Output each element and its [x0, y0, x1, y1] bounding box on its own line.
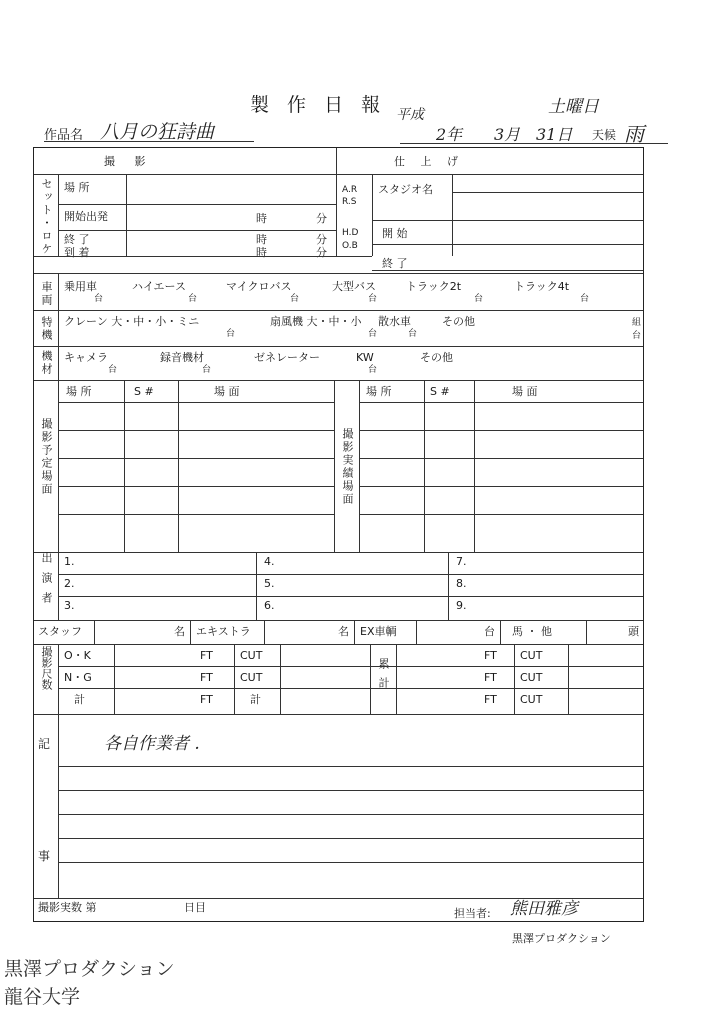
vehicle-3: マイクロバス	[226, 280, 292, 293]
shooting-header: 撮 影	[104, 155, 154, 168]
cast-2: 2.	[64, 577, 75, 590]
min-unit-1: 分	[316, 212, 327, 225]
equipment-3: ゼネレーター	[254, 351, 320, 364]
actual-col-place: 場 所	[366, 385, 392, 398]
equipment-unit-3: 台	[368, 365, 378, 375]
notes-label-bottom: 事	[38, 849, 51, 863]
vehicle-6: トラック4t	[514, 280, 570, 293]
min-unit-3: 分	[316, 246, 327, 259]
min-unit-2: 分	[316, 233, 327, 246]
horse-label: 馬 ・ 他	[512, 625, 552, 638]
ng-ft: FT	[200, 671, 213, 684]
studio-label: スタジオ名	[378, 183, 433, 196]
ok-ft: FT	[200, 649, 213, 662]
ar-label: A.R	[342, 185, 358, 195]
total2-label: 計	[250, 693, 261, 706]
equipment-4: KW	[356, 351, 374, 364]
days-unit: 日目	[184, 901, 206, 914]
ng-label: N・G	[64, 671, 92, 684]
extra-unit: 名	[338, 625, 349, 638]
ex-vehicle-label: EX車輌	[360, 625, 397, 638]
cast-3: 3.	[64, 599, 75, 612]
person-label: 担当者:	[454, 907, 491, 920]
actual-scenes-label: 撮影実績場面	[341, 428, 354, 506]
equipment-unit-2: 台	[202, 365, 212, 375]
person-name: 熊田雅彦	[510, 899, 578, 919]
set-loke-label: セット・ロケ	[40, 178, 53, 256]
special-1: クレーン 大・中・小・ミニ	[64, 315, 200, 328]
planned-scenes-label: 撮影予定場面	[40, 418, 53, 496]
total-ft: FT	[200, 693, 213, 706]
credit-line-1: 黒澤プロダクション	[4, 958, 175, 980]
cast-label: 出演者	[40, 552, 53, 612]
vehicle-unit-4: 台	[368, 294, 378, 304]
cast-5: 5.	[264, 577, 275, 590]
place-label: 場 所	[64, 181, 90, 194]
accum-ng-ft: FT	[484, 671, 497, 684]
cast-9: 9.	[456, 599, 467, 612]
equipment-1: キャメラ	[64, 351, 108, 364]
special-label: 特機	[40, 316, 53, 342]
special-unit-4: 台	[632, 331, 642, 341]
date-month: 3月	[494, 125, 521, 144]
actual-col-scene: 場 面	[512, 385, 538, 398]
special-set-unit: 組	[632, 318, 642, 328]
cast-8: 8.	[456, 577, 467, 590]
notes-label-top: 記	[38, 737, 51, 751]
vehicle-1: 乗用車	[64, 280, 97, 293]
production-report-form	[33, 147, 644, 922]
end-label: 終 了	[64, 233, 90, 246]
accum-ng-cut: CUT	[520, 671, 543, 684]
staff-unit: 名	[174, 625, 185, 638]
time-unit-3: 時	[256, 246, 267, 259]
vehicle-unit-3: 台	[290, 294, 300, 304]
finishing-header: 仕 上 げ	[394, 155, 464, 168]
weather-label: 天候	[592, 128, 617, 142]
weekday: 土曜日	[548, 97, 599, 117]
cast-7: 7.	[456, 555, 467, 568]
accum-total-cut: CUT	[520, 693, 543, 706]
extra-label: エキストラ	[196, 625, 251, 638]
special-unit-3: 台	[408, 329, 418, 339]
ok-cut: CUT	[240, 649, 263, 662]
hd-label: H.D	[342, 228, 359, 238]
vehicles-label: 車両	[40, 281, 53, 307]
accum-ok-cut: CUT	[520, 649, 543, 662]
vehicle-4: 大型バス	[332, 280, 376, 293]
days-label: 撮影実数 第	[38, 901, 97, 914]
cast-1: 1.	[64, 555, 75, 568]
start-depart-label: 開始出発	[64, 210, 108, 223]
vehicle-2: ハイエース	[132, 280, 187, 293]
work-title-underline	[44, 141, 254, 142]
time-unit-1: 時	[256, 212, 267, 225]
horse-unit: 頭	[628, 625, 639, 638]
planned-col-place: 場 所	[66, 385, 92, 398]
finish-end-label: 終 了	[382, 257, 408, 270]
footage-label: 撮影尺数	[40, 646, 53, 690]
vehicle-5: トラック2t	[406, 280, 462, 293]
vehicle-unit-5: 台	[474, 294, 484, 304]
equipment-2: 録音機材	[160, 351, 204, 364]
accum-ok-ft: FT	[484, 649, 497, 662]
equipment-unit-1: 台	[108, 365, 118, 375]
date-year: 2年	[436, 125, 463, 144]
finish-start-label: 開 始	[382, 227, 408, 240]
cast-4: 4.	[264, 555, 275, 568]
work-title: 八月の狂詩曲	[100, 121, 215, 143]
vehicle-unit-1: 台	[94, 294, 104, 304]
actual-col-s: S #	[430, 385, 450, 398]
credit-line-2: 龍谷大学	[4, 986, 81, 1008]
special-unit-2: 台	[368, 329, 378, 339]
equipment-label: 機材	[40, 350, 53, 376]
cast-6: 6.	[264, 599, 275, 612]
special-3: 散水車	[378, 315, 411, 328]
ex-vehicle-unit: 台	[484, 625, 495, 638]
ok-label: O・K	[64, 649, 91, 662]
rs-label: R.S	[342, 197, 357, 207]
notes-handwritten: 各自作業者 .	[104, 734, 200, 754]
special-4: その他	[442, 315, 475, 328]
time-unit-2: 時	[256, 233, 267, 246]
equipment-5: その他	[420, 351, 453, 364]
accum-total-ft: FT	[484, 693, 497, 706]
arrive-label: 到 着	[64, 246, 90, 259]
company-stamp: 黒澤プロダクション	[512, 932, 611, 945]
planned-col-scene: 場 面	[214, 385, 240, 398]
total-label: 計	[74, 693, 85, 706]
page-title: 製 作 日 報	[250, 94, 387, 116]
ob-label: O.B	[342, 241, 358, 251]
date-day: 31日	[536, 125, 573, 144]
weather-value: 雨	[624, 122, 644, 146]
vehicle-unit-2: 台	[188, 294, 198, 304]
ng-cut: CUT	[240, 671, 263, 684]
vehicle-unit-6: 台	[580, 294, 590, 304]
special-unit-1: 台	[226, 329, 236, 339]
date-underline	[400, 143, 668, 144]
special-2: 扇風機 大・中・小	[270, 315, 362, 328]
accum-label: 累計	[377, 658, 390, 696]
staff-label: スタッフ	[38, 625, 82, 638]
planned-col-s: S #	[134, 385, 154, 398]
era-stamp: 平成	[396, 107, 424, 123]
work-label: 作品名	[44, 128, 84, 143]
